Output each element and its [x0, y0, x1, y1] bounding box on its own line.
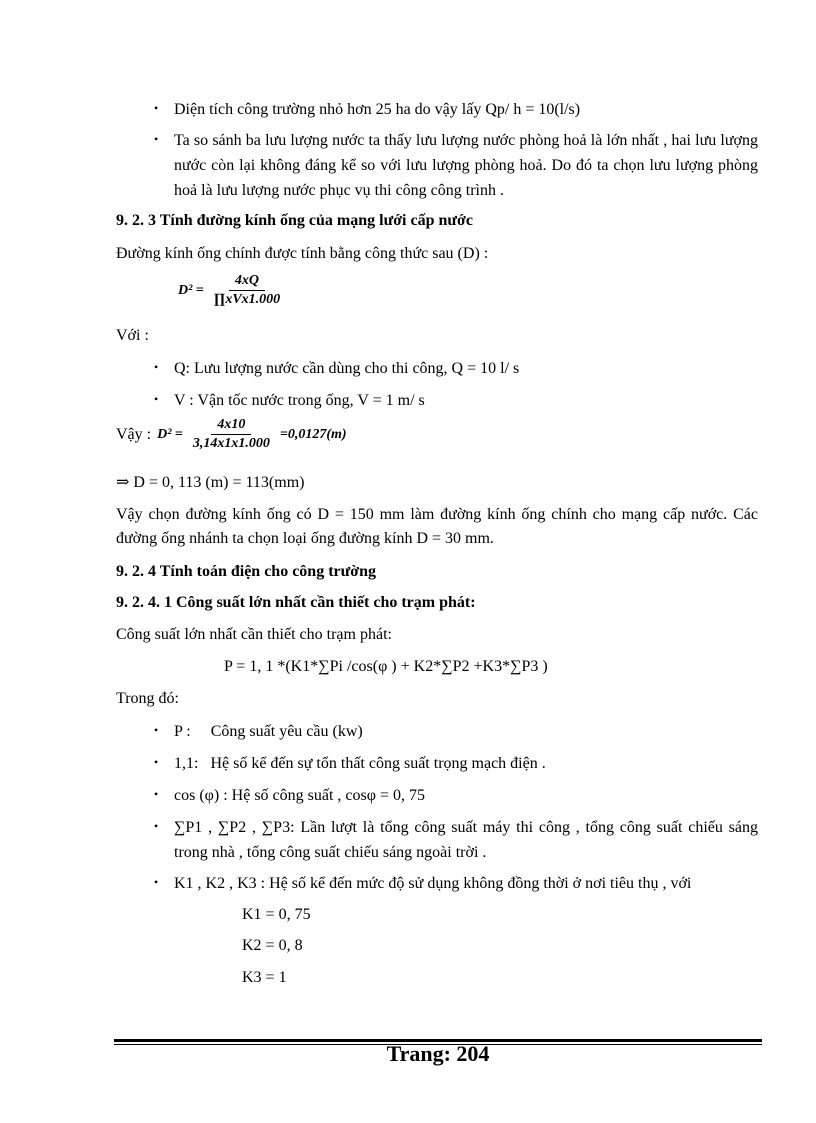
paragraph: Với :: [116, 327, 149, 344]
page-number: Trang: 204: [386, 1041, 490, 1066]
paragraph: Vậy chọn đường kính ống có D = 150 mm làm đường kính ống chính cho mạng cấp nước. Các đường ống nhánh ta chọn loại ống đường kính D = 30 mm.: [116, 506, 758, 547]
k-value: K2 = 0, 8: [242, 937, 303, 954]
bullet-icon: •: [154, 819, 159, 833]
bullet-icon: •: [154, 723, 159, 737]
bullet-icon: •: [154, 875, 159, 889]
paragraph: Đường kính ống chính được tính bằng công thức sau (D) :: [116, 245, 489, 262]
bullet-icon: •: [154, 360, 159, 374]
bullet-icon: •: [154, 132, 159, 146]
diameter-formula: D² = $\frac{4xQ}{\text{∏xVx1.000}}$: [178, 273, 281, 307]
bullet-icon: •: [154, 392, 159, 406]
section-heading-9-2-4: 9. 2. 4 Tính toán điện cho công trường: [116, 563, 376, 580]
section-heading-9-2-4-1: 9. 2. 4. 1 Công suất lớn nhất cần thiết cho trạm phát:: [116, 594, 476, 611]
bullet-icon: •: [154, 755, 159, 769]
document-page: • Diện tích công trường nhỏ hơn 25 ha do vậy lấy Qp/ h = 10(l/s) • Ta so sánh ba lưu lượng nước ta thấy lưu lượng nước phòng hoả là lớn nhất , hai lưu lượng nước còn lại không đáng kể so với lưu lượng phòng hoả. Do đó ta chọn lưu lượng phòng hoả là lưu lượng nước phục vụ thi công công trình . 9. 2. 3 Tính đường kính ống của mạng lưới cấp nước Đường kính ống chính được tính bằng công thức sau (D) : D² = $\frac{4xQ}{\text{∏xVx1.000}}$ Với : • Q: Lưu lượng nước cần dùng cho thi công, Q = 10 l/ s • V : Vận tốc nước trong ống, V = 1 m/ s Vậy : D² = $\frac{4x10}{3,14x1x1.000}$ =0,0127(m) ⇒ D = 0, 113 (m) = 113(mm) Vậy chọn đường kính ống có D = 150 mm làm đường kính ống chính cho mạng cấp nước. Các đường ống nhánh ta chọn loại ống đường kính D = 30 mm. 9. 2. 4 Tính toán điện cho công trường 9. 2. 4. 1 Công suất lớn nhất cần thiết cho trạm phát: Công suất lớn nhất cần thiết cho trạm phát: P = 1, 1 *(K1*∑Pi /cos(φ ) + K2*∑P2 +K3*∑P3 ) Trong đó: • P : Công suất yêu cầu (kw) • 1,1: Hệ số kể đến sự tổn thất công suất trọng mạch điện . • cos (φ) : Hệ số công suất , cosφ = 0, 75 • ∑P1 , ∑P2 , ∑P3: Lần lượt là tổng công suất máy thi công , tổng công suất chiếu sáng trong nhà , tổng công suất chiếu sáng ngoài trời . • K1 , K2 , K3 : Hệ số kể đến mức độ sử dụng không đồng thời ở nơi tiêu thụ , với K1 = 0, 75 K2 = 0, 8 K3 = 1: [116, 0, 758, 1123]
bullet-icon: •: [154, 787, 159, 801]
k-value: K3 = 1: [242, 969, 287, 986]
paragraph: Trong đó:: [116, 690, 179, 707]
power-formula: P = 1, 1 *(K1*∑Pi /cos(φ ) + K2*∑P2 +K3*∑P3 ): [224, 658, 548, 675]
k-value: K1 = 0, 75: [242, 906, 311, 923]
paragraph: Công suất lớn nhất cần thiết cho trạm phát:: [116, 626, 392, 643]
bullet-icon: •: [154, 101, 159, 115]
section-heading-9-2-3: 9. 2. 3 Tính đường kính ống của mạng lưới cấp nước: [116, 212, 473, 229]
diameter-calculation: Vậy : D² = $\frac{4x10}{3,14x1x1.000}$ =0,0127(m): [116, 417, 347, 451]
result-line: ⇒ D = 0, 113 (m) = 113(mm): [116, 474, 305, 491]
